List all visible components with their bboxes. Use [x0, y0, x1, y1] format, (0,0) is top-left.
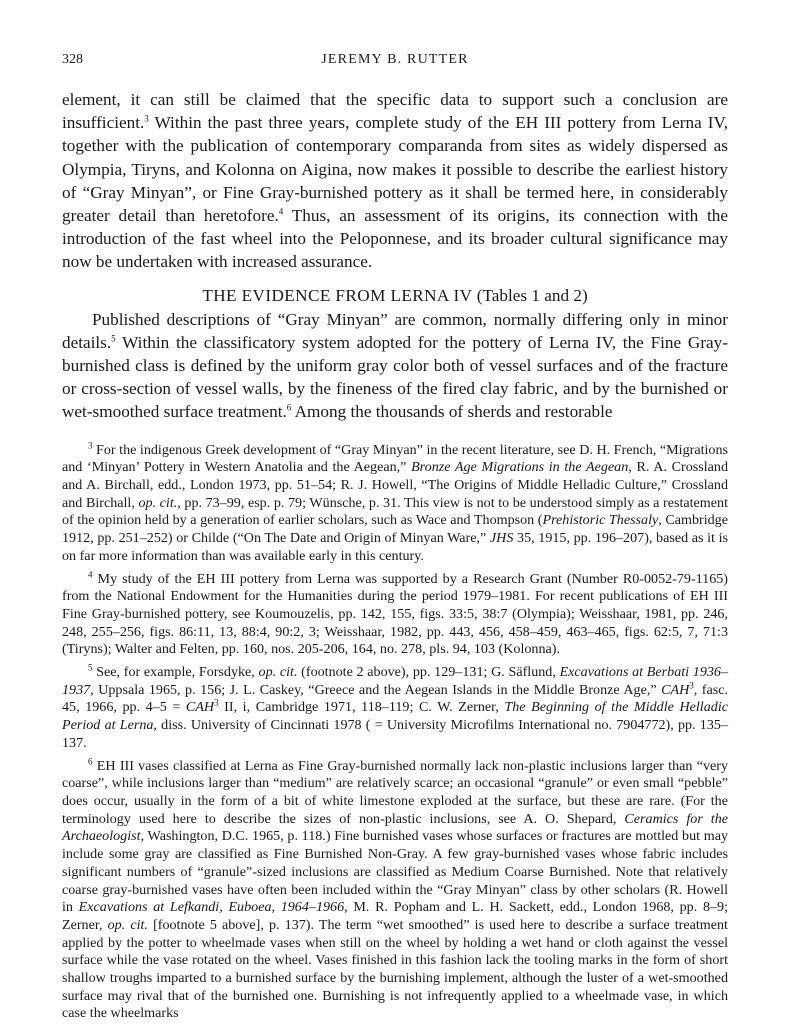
footnote-3-text: , R. A. Crossland and A. Birchall, edd., London 1973, pp. 51–54; R. J. Howell, “The Origins of Middle Helladic Culture,” Crossland and Birchall,: [62, 459, 728, 511]
footnote-3: [62, 439, 728, 566]
paragraph-1: [62, 88, 728, 274]
footnote-3-number: 3: [88, 439, 93, 450]
paragraph-2-text-a: Published descriptions of “Gray Minyan” are common, normally differing only in minor details.: [62, 309, 728, 352]
page: [62, 50, 728, 1028]
footnote-5: [62, 664, 728, 753]
footnote-5-italic: CAH: [185, 699, 215, 716]
footnote-3-italic: JHS: [489, 530, 514, 547]
footnote-6-text: EH III vases classified at Lerna as Fine Gray-burnished normally lack non-plastic inclusions larger than “very coarse”, while inclusions larger than “medium” are relatively scarce; an occasional “granule” or even small “pebble” does occur, usually in the form of a bit of white limestone exploded at the surface, but these are rare. (For the terminology used here to describe the sizes of non-plastic inclusions, see A. O. Shepard,: [62, 757, 728, 827]
paragraph-1-text-c: Thus, an assessment of its origins, its connection with the introduction of the fast wheel into the Peloponnese, and its broader cultural significance may now be undertaken with increased assurance.: [62, 206, 728, 272]
paragraph-2-text-c: Among the thousands of sherds and restorable: [291, 402, 613, 422]
footnote-5-text: II, i, Cambridge 1971, 118–119; C. W. Zerner,: [218, 699, 505, 716]
footnote-4-text: My study of the EH III pottery from Lerna was supported by a Research Grant (Number R0-0052-79-1165) from the National Endowment for the Humanities during the period 1979–1981. For recent publications of EH III Fine Gray-burnished pottery, see Koumouzelis, pp. 142, 155, figs. 33:5, 38:7 (Olympia); Weisshaar, 1981, pp. 246, 248, 255–256, figs. 86:11, 13, 88:4, 90:2, 3; Weisshaar, 1982, pp. 443, 456, 458–459, 463–465, figs. 62:5, 7, 71:3 (Tiryns); Walter and Felten, pp. 160, nos. 205-206, 164, no. 278, pls. 94, 103 (Kolonna).: [62, 570, 728, 658]
footnote-6: [62, 755, 729, 1024]
section-heading: [62, 284, 728, 308]
page-header: [62, 50, 728, 74]
footnote-3-text: For the indigenous Greek development of “Gray Minyan” in the recent literature, see D. H. French, “Migrations and ‘Minyan’ Pottery in Western Anatolia and the Aegean,”: [62, 441, 728, 476]
footnote-6-text: [footnote 5 above], p. 137). The term “wet smoothed” is used here to describe a surface treatment applied by the potter to wheelmade vases when still on the wheel by holding a wet hand or cloth against the vessel surface while the vase rotated on the wheel. Vases finished in this fashion lack the tooling marks in the form of short shallow troughs imparted to a burnished surface by the burnishing implement, although the luster of a wet-smoothed surface may rival that of the burnished one. Burnishing is not infrequently applied to a wheelmade vase, in which case the wheelmarks: [62, 916, 728, 1022]
footnote-ref-6[interactable]: 6: [286, 402, 292, 413]
footnote-6-italic: Ceramics for the Archaeologist: [62, 810, 729, 845]
footnote-3-italic: op. cit.: [138, 494, 178, 511]
footnote-3-italic: Bronze Age Migrations in the Aegean: [411, 459, 629, 476]
paragraph-1-text-b: Within the past three years, complete study of the EH III pottery from Lerna IV, together with the publication of contemporary comparanda from sites as widely dispersed as Olympia, Tiryns, and Kolonna on Aigina, now makes it possible to describe the earliest history of “Gray Minyan”, or Fine Gray-burnished pottery as it shall be termed here, in considerably greater detail than heretofore.: [62, 113, 728, 226]
footnote-5-text: See, for example, Forsdyke,: [92, 664, 259, 681]
footnote-5-italic: The Beginning of the Middle Helladic Period at Lerna: [62, 699, 728, 734]
footnote-3-text: , Cambridge 1912, pp. 251–252) or Childe (“On The Date and Origin of Minyan Ware,”: [62, 512, 728, 547]
footnote-3-text: 35, 1915, pp. 196–207), based as it is on far more information than was available early in this century.: [62, 530, 728, 564]
footnote-5-text: , diss. University of Cincinnati 1978 ( = University Microfilms International no. 7904772), pp. 135–137.: [62, 717, 728, 751]
footnote-ref-4[interactable]: 4: [278, 206, 284, 217]
footnote-3-italic: Prehistoric Thessaly: [542, 512, 659, 529]
footnote-3-text: , pp. 73–99, esp. p. 79; Wünsche, p. 31. This view is not to be understood simply as a restatement of the opinion held by a generation of earlier scholars, such as Wace and Thompson (: [62, 494, 728, 529]
footnote-ref-5[interactable]: 5: [111, 333, 116, 344]
page-number: 328: [62, 52, 83, 67]
footnotes: [62, 439, 729, 1024]
footnote-6-text: , Washington, D.C. 1965, p. 118.) Fine burnished vases whose surfaces or fractures are mottled but may include some gray are classified as Fine Burnished Non-Gray. A few gray-burnished vases whose fabric includes significant numbers of “granule”-sized inclusions are classified as Medium Coarse Burnished. Note that relatively coarse gray-burnished vases have often been included within the “Gray Minyan” class by other scholars (R. Howell in: [62, 828, 728, 916]
footnote-5-superscript: 3: [689, 680, 694, 691]
footnote-6-number: 6: [88, 755, 93, 766]
paragraph-2-text-b: Within the classificatory system adopted for the pottery of Lerna IV, the Fine Gray-burnished class is defined by the uniform gray color both of vessel surfaces and of the fracture or cross-section of vessel walls, by the fineness of the fired clay fabric, and by the burnished or wet-smoothed surface treatment.: [62, 332, 728, 422]
footnote-5-italic: op. cit.: [258, 664, 298, 681]
paragraph-1-text-a: element, it can still be claimed that the specific data to support such a conclusion are insufficient.: [62, 90, 728, 133]
footnote-4-number: 4: [88, 568, 93, 579]
body-text: [62, 88, 728, 424]
footnote-5-number: 5: [88, 662, 93, 673]
footnote-5-italic: CAH: [661, 681, 690, 698]
footnote-5-text: , Uppsala 1965, p. 156; J. L. Caskey, “Greece and the Aegean Islands in the Middle Bronze Age,”: [90, 681, 662, 698]
footnote-ref-3[interactable]: 3: [144, 113, 149, 124]
section-heading-main: THE EVIDENCE FROM LERNA IV: [202, 285, 473, 305]
footnote-5-italic: Excavations at Berbati 1936–1937: [62, 664, 729, 698]
footnote-5-text: (footnote 2 above), pp. 129–131; G. Säflund,: [297, 664, 560, 681]
footnote-5-text: , fasc. 45, 1966, pp. 4–5 =: [62, 681, 728, 716]
footnote-4: [62, 568, 728, 660]
footnote-5-superscript: 3: [214, 697, 219, 708]
footnote-6-italic: Excavations at Lefkandi, Euboea, 1964–1966: [78, 899, 345, 916]
paragraph-2: [62, 308, 728, 424]
footnote-6-italic: op. cit.: [107, 916, 148, 933]
running-head: JEREMY B. RUTTER: [321, 52, 469, 67]
section-heading-sub: (Tables 1 and 2): [472, 285, 588, 305]
footnote-6-text: , M. R. Popham and L. H. Sackett, edd., London 1968, pp. 8–9; Zerner,: [62, 899, 728, 933]
